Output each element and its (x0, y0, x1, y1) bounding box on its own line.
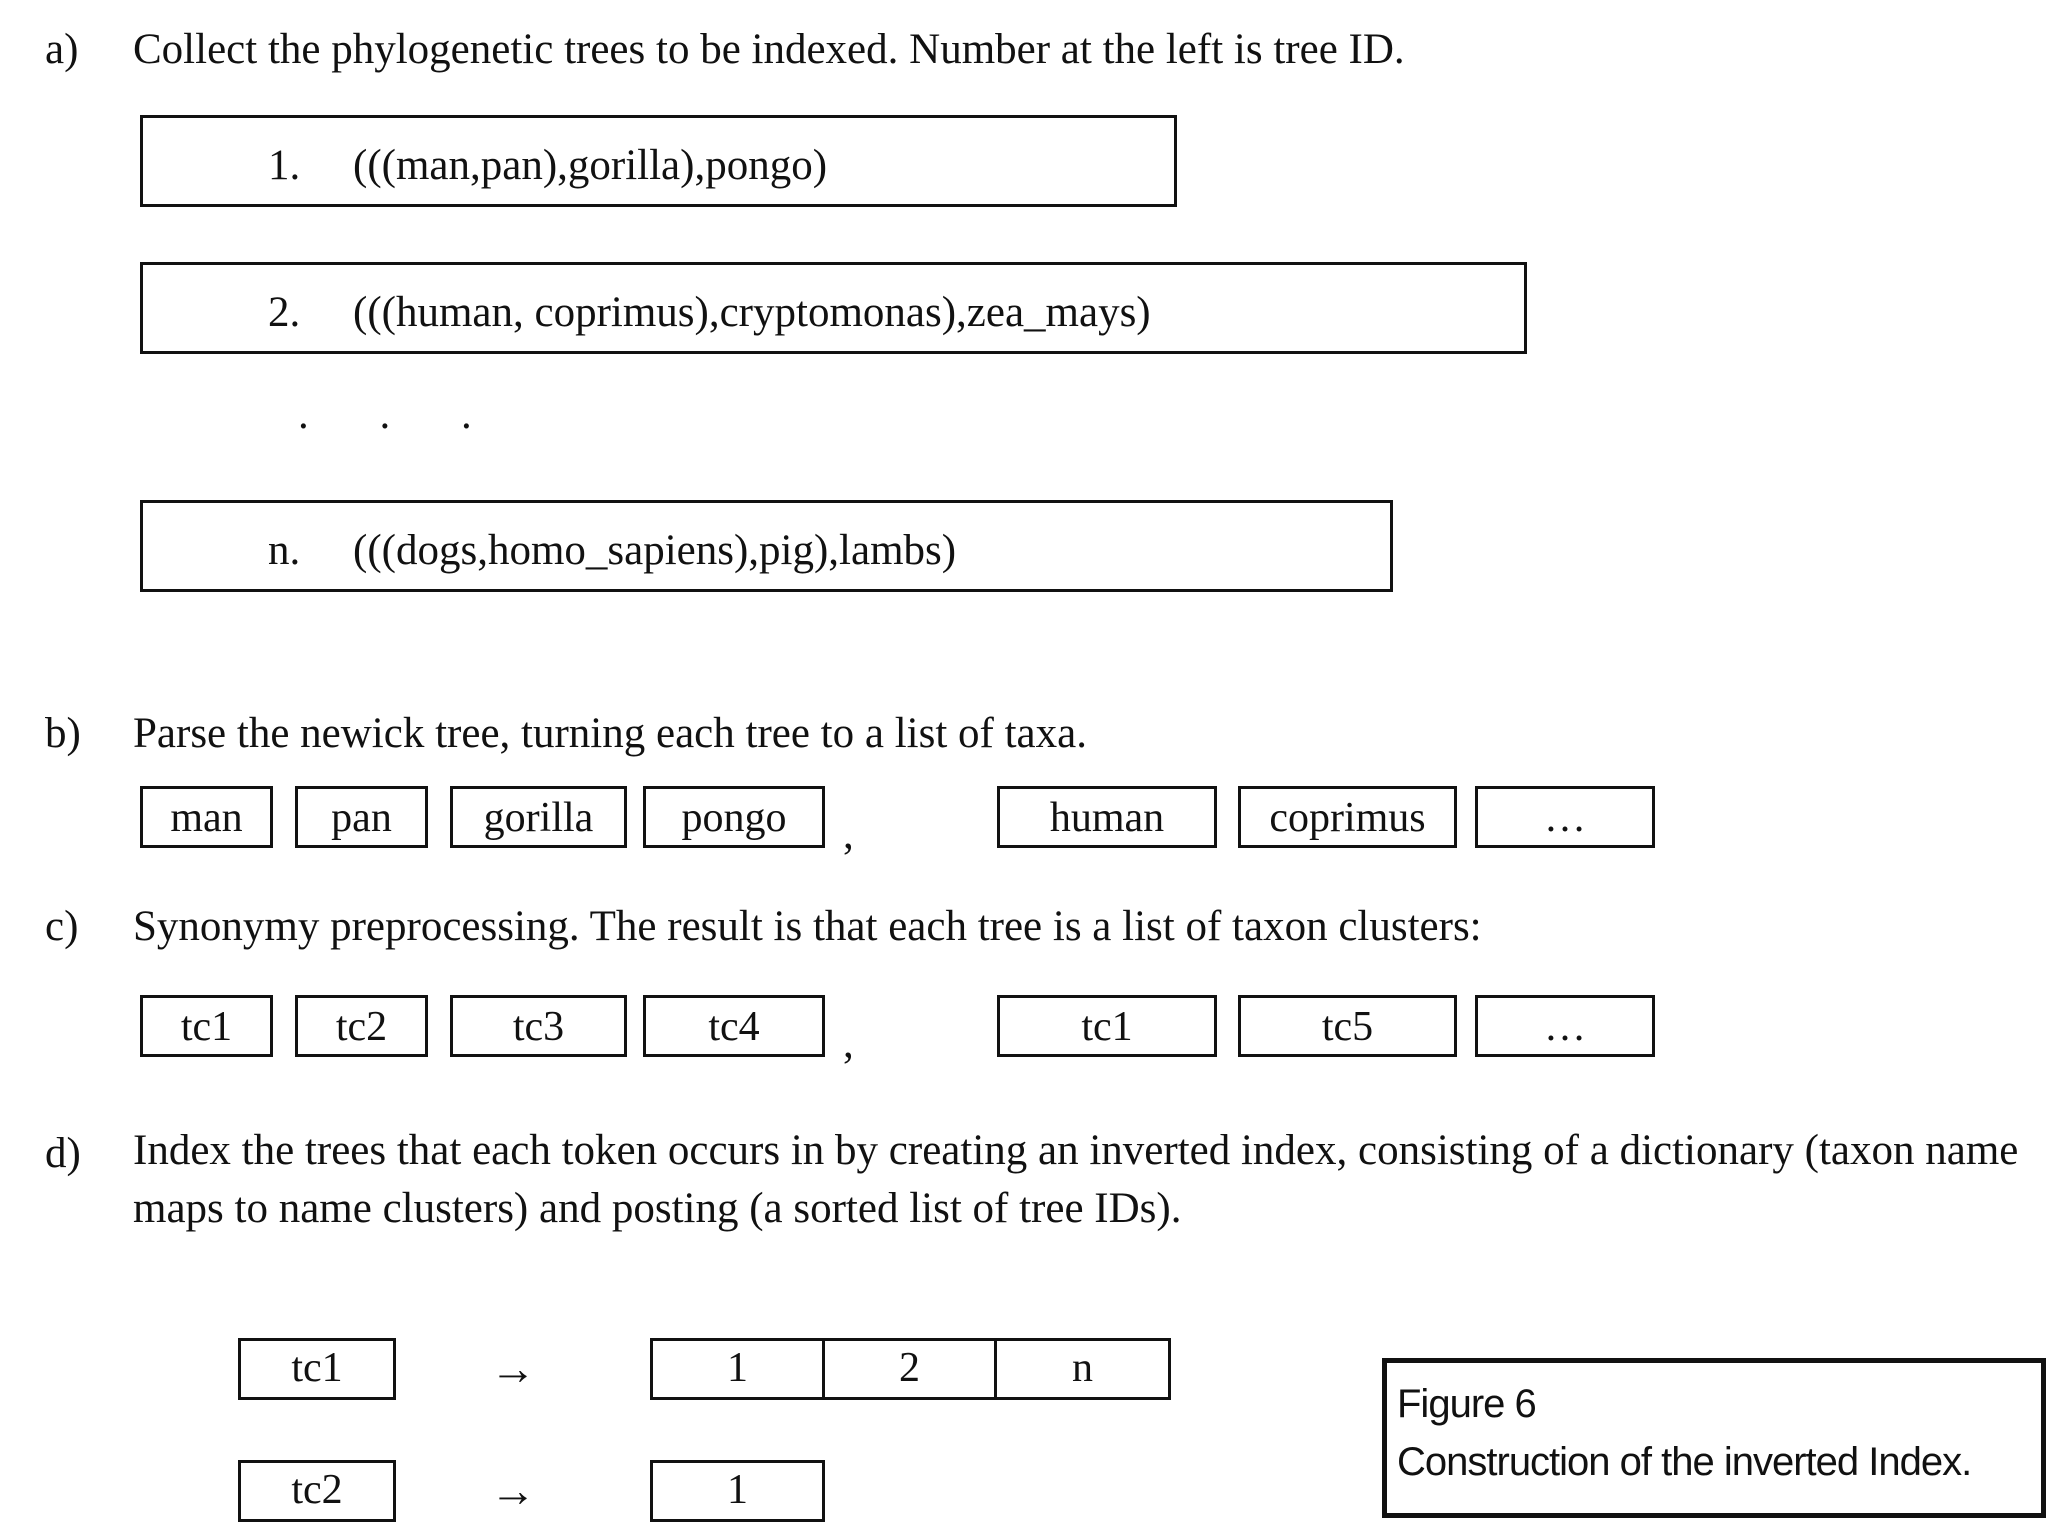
cluster-token: tc4 (643, 995, 825, 1057)
tree-box-1 (140, 115, 1177, 207)
posting-cell: 1 (650, 1338, 825, 1400)
cluster-token: tc1 (997, 995, 1217, 1057)
taxon-token: human (997, 786, 1217, 848)
step-a-text: Collect the phylogenetic trees to be indexed. Number at the left is tree ID. (133, 26, 1405, 73)
index-key: tc2 (238, 1460, 396, 1522)
taxon-token: man (140, 786, 273, 848)
taxon-token: coprimus (1238, 786, 1457, 848)
tree-id: 2. (268, 289, 301, 336)
figure-number: Figure 6 (1397, 1382, 1536, 1426)
taxon-token: pan (295, 786, 428, 848)
taxon-token: … (1475, 786, 1655, 848)
tree-id: n. (268, 527, 301, 574)
cluster-token: tc3 (450, 995, 627, 1057)
taxon-token: pongo (643, 786, 825, 848)
tree-newick: (((dogs,homo_sapiens),pig),lambs) (353, 527, 957, 574)
list-separator: , (843, 811, 854, 858)
tree-newick: (((man,pan),gorilla),pongo) (353, 142, 828, 189)
step-d-label: d) (45, 1130, 81, 1177)
cluster-token: … (1475, 995, 1655, 1057)
posting-cell: n (994, 1338, 1171, 1400)
step-b-text: Parse the newick tree, turning each tree to a list of taxa. (133, 710, 1087, 757)
tree-box-n (140, 500, 1393, 592)
maps-to-arrow: → (490, 1343, 536, 1394)
posting-cell: 1 (650, 1460, 825, 1522)
figure-caption-text: Construction of the inverted Index. (1397, 1440, 1972, 1484)
tree-id: 1. (268, 142, 301, 189)
maps-to-arrow: → (490, 1465, 536, 1516)
cluster-token: tc1 (140, 995, 273, 1057)
step-a-label: a) (45, 26, 79, 73)
list-separator: , (843, 1020, 854, 1067)
cluster-token: tc5 (1238, 995, 1457, 1057)
tree-newick: (((human, coprimus),cryptomonas),zea_mays) (353, 289, 1151, 336)
index-key: tc1 (238, 1338, 396, 1400)
taxon-token: gorilla (450, 786, 627, 848)
step-d-text: Index the trees that each token occurs in by creating an inverted index, consisting of a dictionary (taxon name maps to name clusters) and posting (a sorted list of tree IDs). (133, 1127, 2019, 1232)
posting-cell: 2 (822, 1338, 997, 1400)
step-b-label: b) (45, 710, 81, 757)
step-c-label: c) (45, 903, 79, 950)
cluster-token: tc2 (295, 995, 428, 1057)
step-c-text: Synonymy preprocessing. The result is that each tree is a list of taxon clusters: (133, 903, 1482, 950)
figure-caption (1382, 1358, 2046, 1518)
tree-ellipsis: . . . (298, 391, 502, 438)
tree-box-2 (140, 262, 1527, 354)
